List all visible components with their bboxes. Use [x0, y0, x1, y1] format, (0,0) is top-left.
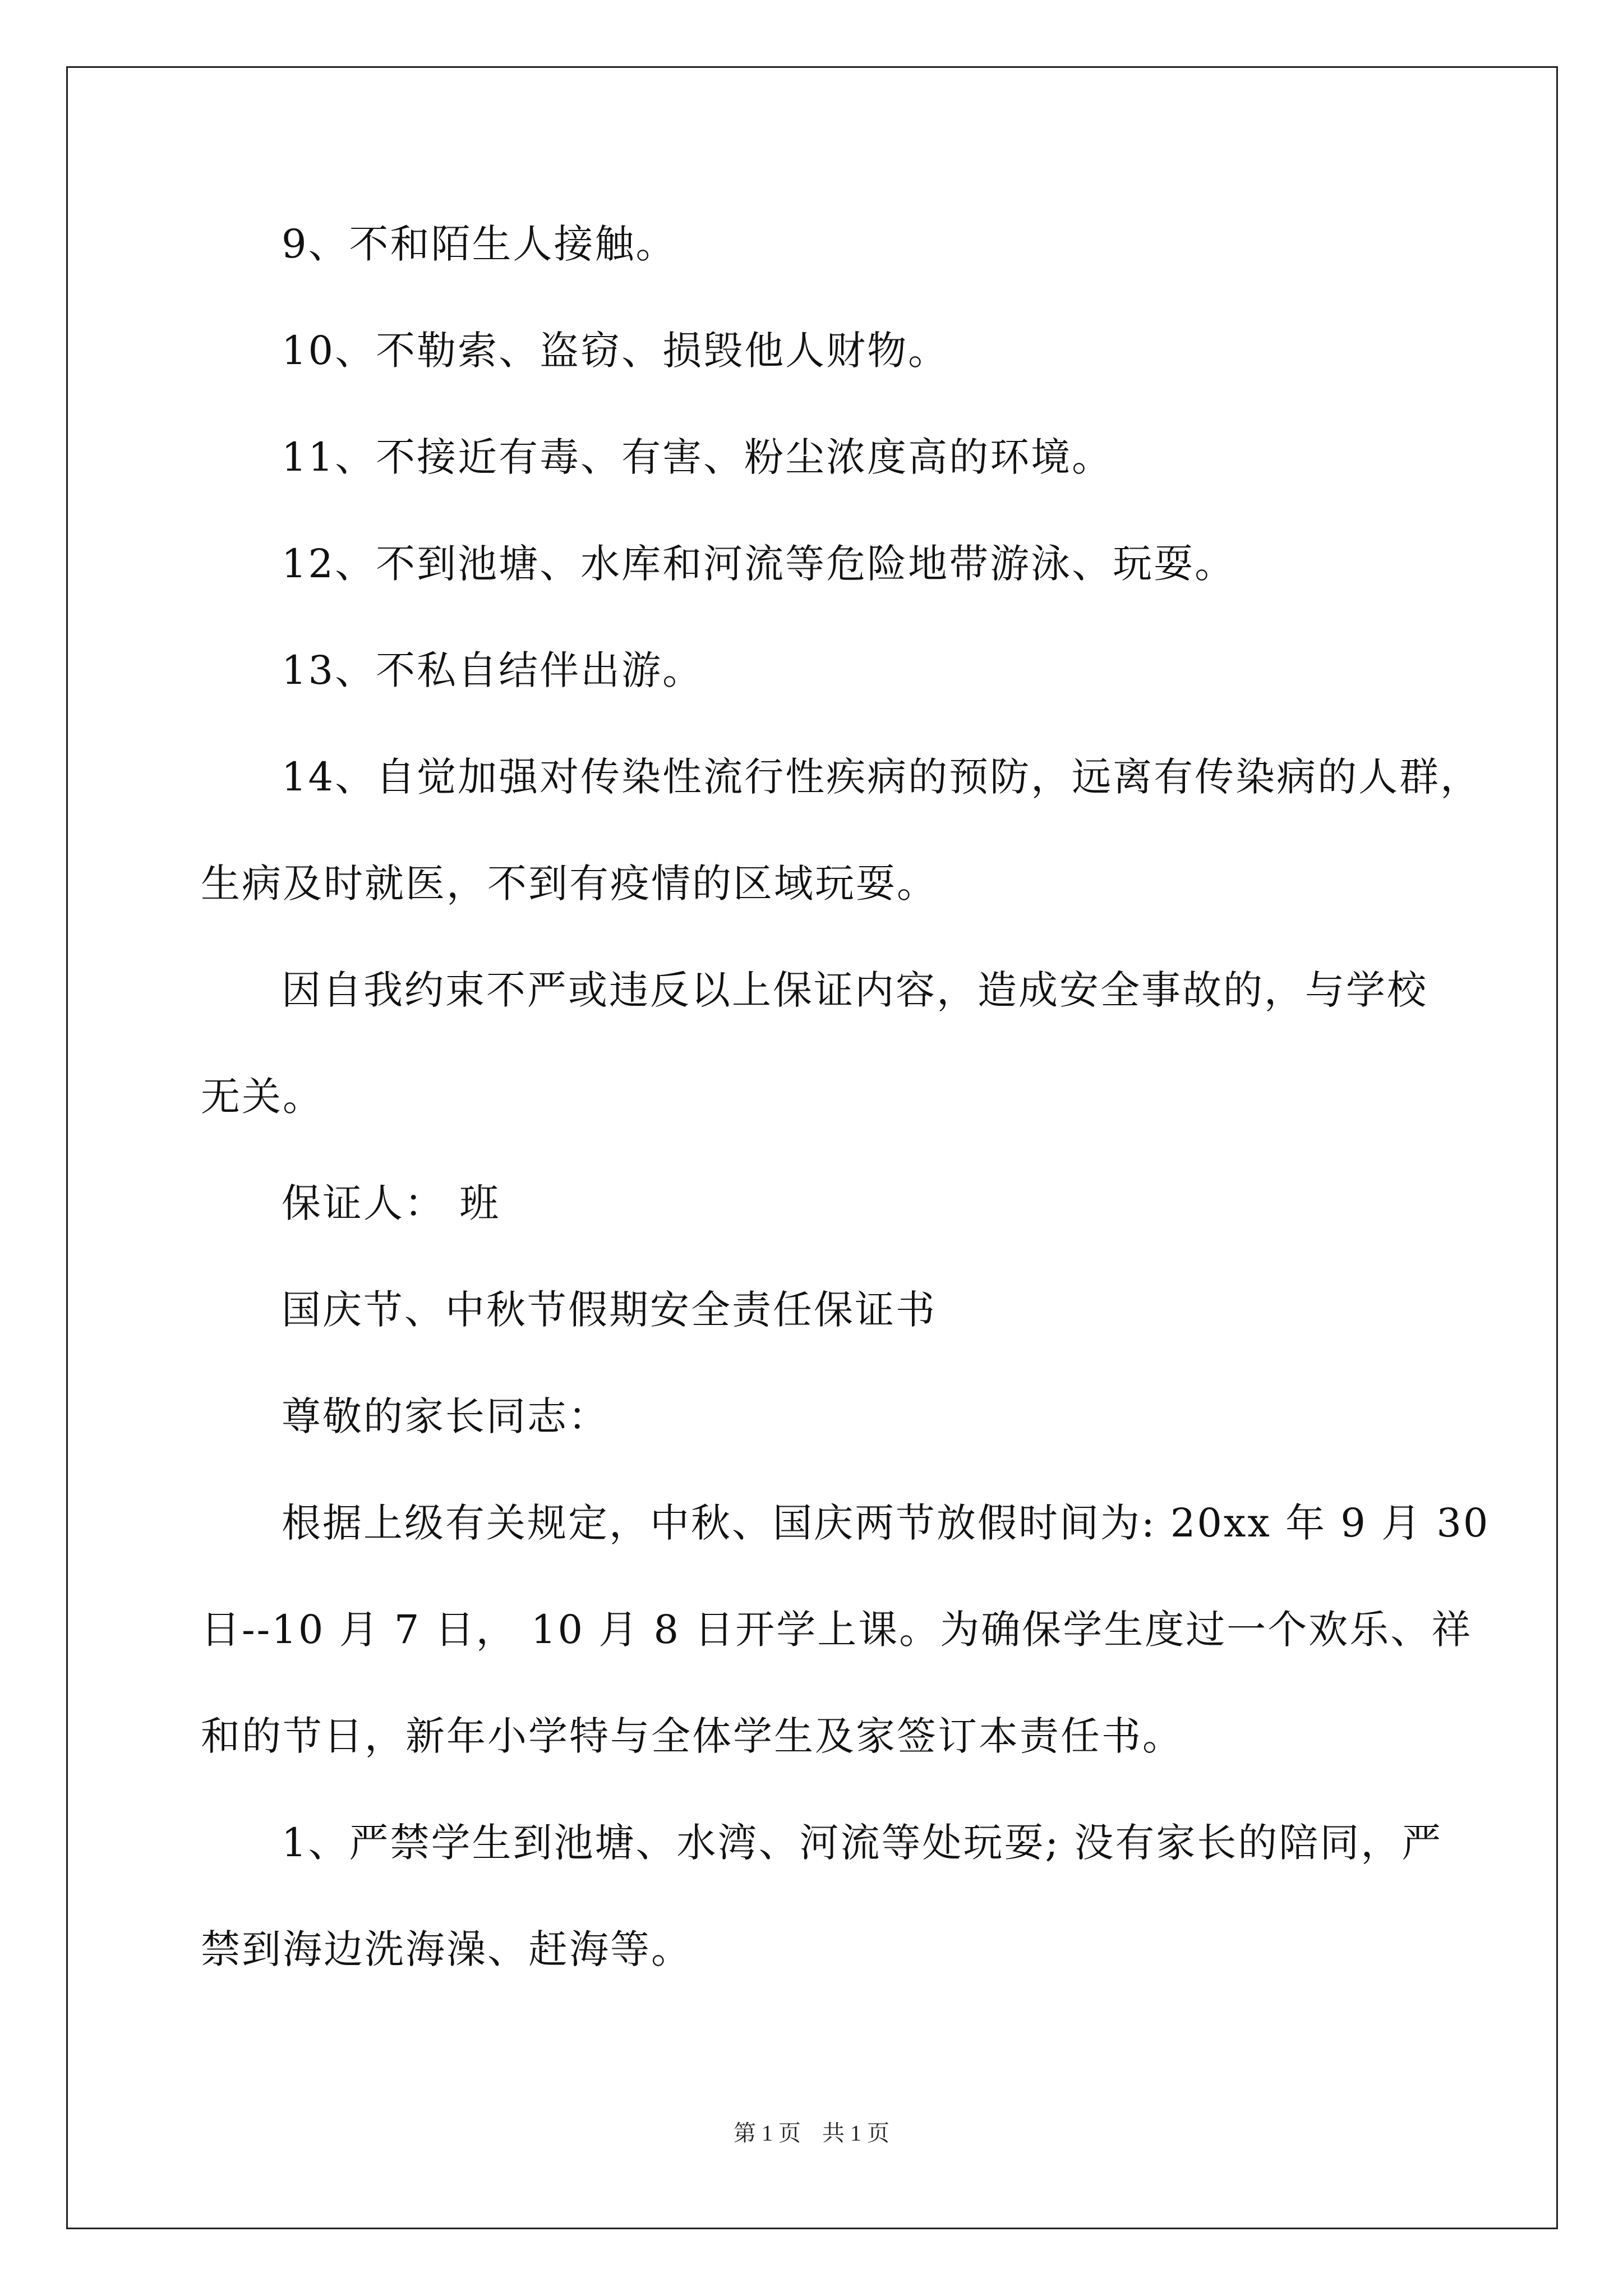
page-border	[66, 66, 1558, 2229]
page-footer	[0, 2119, 1623, 2147]
paragraph-line: 10、不勒索、盗窃、损毁他人财物。	[282, 328, 949, 374]
paragraph-line: 生病及时就医，不到有疫情的区域玩耍。	[201, 861, 938, 907]
paragraph-line: 1、严禁学生到池塘、水湾、河流等处玩耍; 没有家长的陪同，严	[282, 1820, 1443, 1866]
paragraph-line: 根据上级有关规定，中秋、国庆两节放假时间为: 20xx 年 9 月 30	[282, 1500, 1490, 1546]
paragraph-line: 日--10 月 7 日， 10 月 8 日开学上课。为确保学生度过一个欢乐、祥	[201, 1607, 1473, 1653]
page-total: 共 1 页	[822, 2120, 889, 2146]
paragraph-line: 因自我约束不严或违反以上保证内容，造成安全事故的，与学校	[282, 967, 1428, 1013]
paragraph-line: 12、不到池塘、水库和河流等危险地带游泳、玩耍。	[282, 541, 1236, 587]
salutation: 尊敬的家长同志：	[282, 1393, 609, 1439]
paragraph-line: 13、不私自结伴出游。	[282, 647, 704, 693]
paragraph-line: 9、不和陌生人接触。	[282, 221, 677, 267]
paragraph-line: 14、自觉加强对传染性流行性疾病的预防，远离有传染病的人群，	[282, 754, 1482, 800]
section-title: 国庆节、中秋节假期安全责任保证书	[282, 1287, 937, 1333]
signature-line: 保证人： 班	[282, 1180, 501, 1226]
paragraph-line: 禁到海边洗海澡、赶海等。	[201, 1926, 692, 1972]
paragraph-line: 11、不接近有毒、有害、粉尘浓度高的环境。	[282, 434, 1113, 480]
page-number: 第 1 页	[734, 2120, 801, 2146]
paragraph-line: 和的节日，新年小学特与全体学生及家签订本责任书。	[201, 1713, 1183, 1759]
paragraph-line: 无关。	[201, 1074, 324, 1120]
